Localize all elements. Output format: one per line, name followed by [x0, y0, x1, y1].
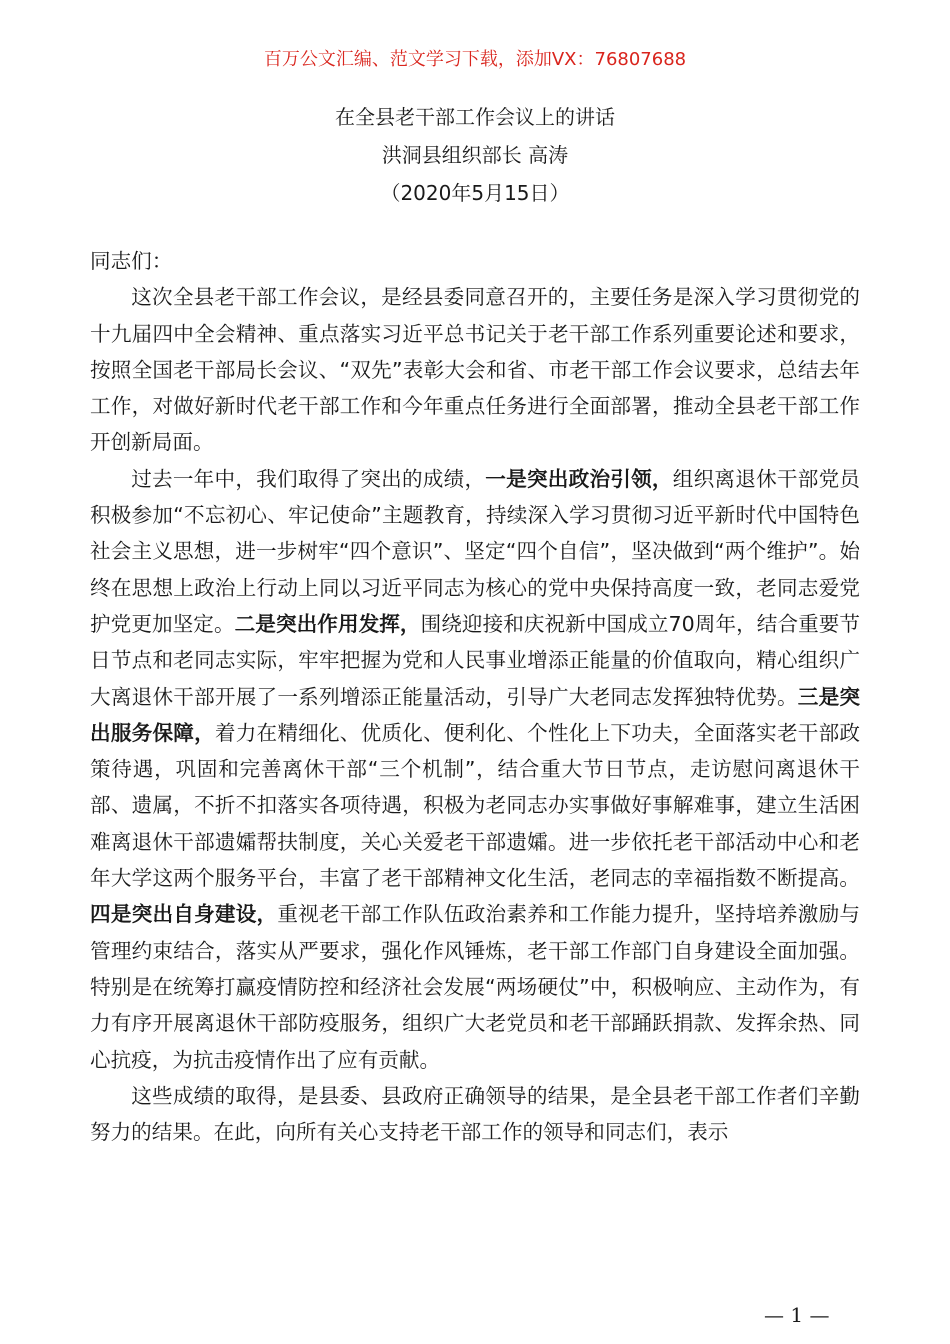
paragraph-2: [90, 461, 860, 1078]
speech-author: 洪洞县组织部长 高涛: [381, 143, 569, 167]
highlight-self-building: 四是突出自身建设，: [90, 902, 278, 927]
paragraph-2-intro: 过去一年中，我们取得了突出的成绩，: [131, 466, 486, 491]
paragraph-2-text-4: 重视老干部工作队伍政治素养和工作能力提升，坚持培养激励与管理约束结合，落实从严要求，强化作风锤炼，老干部工作部门自身建设全面加强。特别是在统筹打赢疫情防控和经济社会发展“两场硬仗”中，积极响应、主动作为，有力有序开展离退休干部防疫服务，组织广大老党员和老干部踊跃捐款、发挥余热、同心抗疫，为抗击疫情作出了应有贡献。: [90, 902, 861, 1072]
speech-body: [90, 243, 860, 1150]
speech-date: （2020年5月15日）: [380, 181, 570, 205]
salutation: 同志们：: [90, 249, 173, 273]
highlight-role-play: 二是突出作用发挥，: [234, 611, 421, 636]
paragraph-1: 这次全县老干部工作会议，是经县委同意召开的，主要任务是深入学习贯彻党的十九届四中全会精神、重点落实习近平总书记关于老干部工作系列重要论述和要求，按照全国老干部局长会议、“双先”表彰大会和省、市老干部工作会议要求，总结去年工作，对做好新时代老干部工作和今年重点任务进行全面部署，推动全县老干部工作开创新局面。: [90, 285, 860, 455]
paragraph-3: 这些成绩的取得，是县委、县政府正确领导的结果，是全县老干部工作者们辛勤努力的结果。在此，向所有关心支持老干部工作的领导和同志们，表示: [90, 1083, 860, 1145]
paragraph-2-text-3: 着力在精细化、优质化、便利化、个性化上下功夫，全面落实老干部政策待遇，巩固和完善离休干部“三个机制”，结合重大节日节点，走访慰问离退休干部、遗属，不折不扣落实各项待遇，积极为老同志办实事做好事解难事，建立生活困难离退休干部遗孀帮扶制度，关心关爱老干部遗孀。进一步依托老干部活动中心和老年大学这两个服务平台，丰富了老干部精神文化生活，老同志的幸福指数不断提高。: [90, 720, 861, 891]
paragraph-2-text-2: 围绕迎接和庆祝新中国成立70周年，结合重要节日节点和老同志实际，牢牢把握为党和人民事业增添正能量的价值取向，精心组织广大离退休干部开展了一系列增添正能量活动，引导广大老同志发挥独特优势。: [90, 611, 861, 709]
highlight-service-guarantee: 三是突出服务保障，: [90, 684, 861, 745]
paragraph-2-text-1: 组织离退休干部党员积极参加“不忘初心、牢记使命”主题教育，持续深入学习贯彻习近平新时代中国特色社会主义思想，进一步树牢“四个意识”、坚定“四个自信”，坚决做到“两个维护”。始终在思想上政治上行动上同以习近平同志为核心的党中央保持高度一致，老同志爱党护党更加坚定。: [90, 466, 860, 636]
title-block: [0, 98, 950, 212]
watermark-banner: 百万公文汇编、范文学习下载，添加VX：76807688: [263, 49, 687, 70]
highlight-political-guidance: 一是突出政治引领，: [485, 466, 673, 491]
speech-title: 在全县老干部工作会议上的讲话: [335, 105, 615, 129]
page-number: — 1 —: [764, 1303, 830, 1327]
